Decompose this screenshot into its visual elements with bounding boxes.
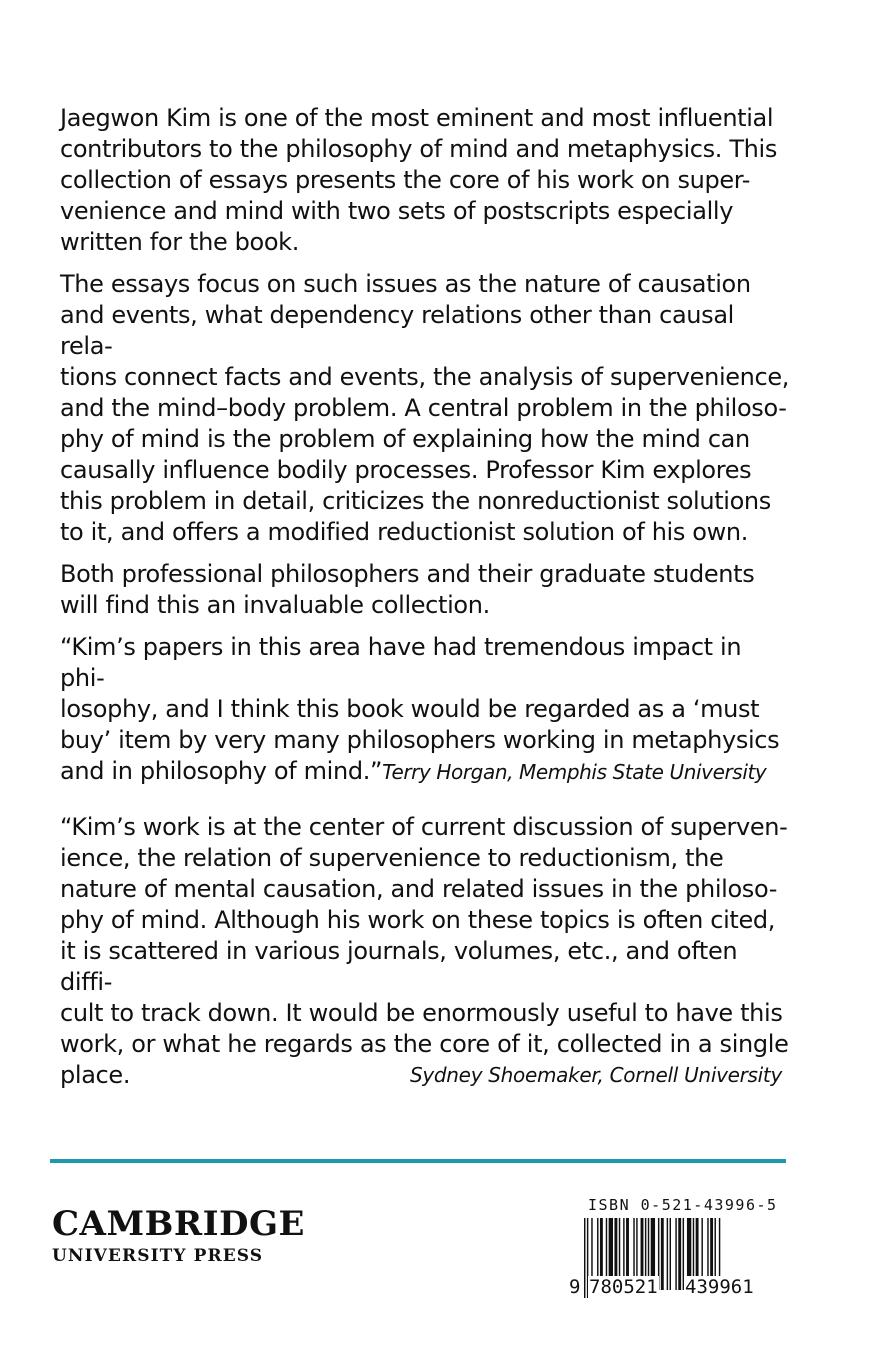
publisher-logo <box>52 1205 305 1267</box>
review-quote-2-attribution: Sydney Shoemaker, Cornell University <box>409 1063 782 1087</box>
barcode-right-group: 439961 <box>685 1276 754 1298</box>
barcode-lead-digit: 9 <box>569 1276 581 1298</box>
description-paragraph-2: The essays focus on such issues as the nature of causation and events, what dependency relations other than causal rela- tions connect facts and events, the analysis of supervenience, and the mind–body problem. A central problem in the philoso- phy of mind is the problem of explaining how the mind can causally influence bodily processes. Professor Kim explores this problem in detail, criticizes the nonreductionist solutions to it, and offers a modified reductionist solution of his own. <box>60 270 790 546</box>
review-quote-2-last-line <box>60 1060 782 1091</box>
divider-rule <box>50 1159 786 1163</box>
review-quote-1-attribution: Terry Horgan, Memphis State University <box>382 760 767 784</box>
publisher-name: CAMBRIDGE <box>52 1204 305 1244</box>
barcode-left-group: 780521 <box>589 1276 658 1298</box>
review-quote-2-text: “Kim’s work is at the center of current discussion of superven- ience, the relation of supervenience to reductionism, the nature of mental causation, and related issues in the philoso- phy of mind. Although his work on these topics is often cited, it is scattered in various journals, volumes, etc., and often diffi- cult to track down. It would be enormously useful to have this work, or what he regards as the core of it, collected in a single <box>60 813 789 1058</box>
description-paragraph-3: Both professional philosophers and their graduate students will find this an invaluable collection. <box>60 560 755 619</box>
description-paragraph-1: Jaegwon Kim is one of the most eminent and most influential contributors to the philosophy of mind and metaphysics. This collection of essays presents the core of his work on super- venience and mind with two sets of postscripts especially written for the book. <box>60 104 777 256</box>
review-quote-1-text: “Kim’s papers in this area have had tremendous impact in phi- losophy, and I think this book would be regarded as a ‘must buy’ item by very many philosophers working in metaphysics and in philosophy of mind.” <box>60 633 780 785</box>
blurb-text <box>60 103 790 1091</box>
review-quote-2 <box>60 812 790 1091</box>
review-quote-2-last-word: place. <box>60 1061 131 1089</box>
isbn-label: ISBN 0-521-43996-5 <box>588 1196 778 1214</box>
publisher-subname: UNIVERSITY PRESS <box>52 1246 264 1266</box>
barcode-digits <box>568 1276 782 1302</box>
review-quote-1 <box>60 632 790 788</box>
